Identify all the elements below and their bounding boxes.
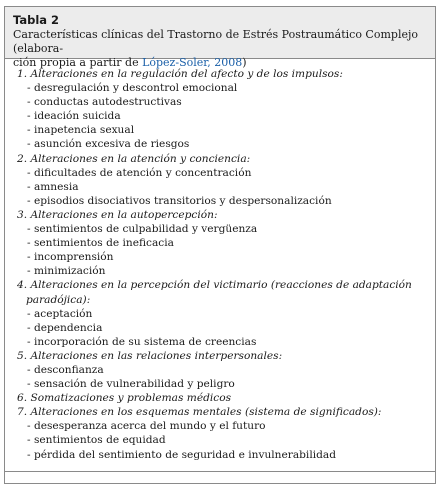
list-item: - conductas autodestructivas [27,96,182,109]
list-item: - sentimientos de ineficacia [27,237,174,250]
list-item: - episodios disociativos transitorios y despersonalización [27,194,332,207]
list-item: - sentimientos de culpabilidad y vergüenza [27,223,258,236]
caption-suffix: ) [242,56,247,69]
table-header [5,7,435,69]
list-item: - asunción excesiva de riesgos [27,138,190,151]
citation-link[interactable]: López-Soler, 2008 [142,56,243,69]
category-title: 6. Somatizaciones y problemas médicos [17,392,232,405]
caption-line-1: Características clínicas del Trastorno de Estrés Postraumático Complejo (elabora- [13,28,419,55]
list-item: - sensación de vulnerabilidad y peligro [27,378,235,391]
list-item: - aceptación [27,307,93,320]
category-title: 4. Alteraciones en la percepción del victimario (reacciones de adaptación [17,279,412,292]
category-title: 3. Alteraciones en la autopercepción: [17,208,218,221]
category-title: 1. Alteraciones en la regulación del afecto y de los impulsos: [17,68,343,80]
list-item: - pérdida del sentimiento de seguridad e invulnerabilidad [27,448,336,461]
list-item: - amnesia [27,180,79,193]
list-item: - minimización [27,265,106,278]
list-item: - desconfianza [27,363,104,376]
list-item: - incomprensión [27,251,114,264]
category-title: 2. Alteraciones en la atención y conciencia: [17,152,251,165]
list-item: - desregulación y descontrol emocional [27,82,238,95]
list-item: - dependencia [27,321,103,334]
list-item: - inapetencia sexual [27,124,135,137]
table-box [4,6,436,484]
list-item: - ideación suicida [27,110,121,123]
category-title: 5. Alteraciones en las relaciones interpersonales: [17,349,283,362]
caption-prefix: ción propia a partir de [13,56,143,69]
list-item: - dificultades de atención y concentración [27,166,252,179]
category-title: 7. Alteraciones en los esquemas mentales (sistema de significados): [17,406,382,419]
list-item: - desesperanza acerca del mundo y el futuro [27,420,266,433]
category-title-continued: paradójica): [26,293,91,306]
table-content [5,62,435,472]
list-item: - incorporación de su sistema de creencias [27,335,257,348]
list-item: - sentimientos de equidad [27,434,166,447]
table-label: Tabla 2 [13,13,60,27]
